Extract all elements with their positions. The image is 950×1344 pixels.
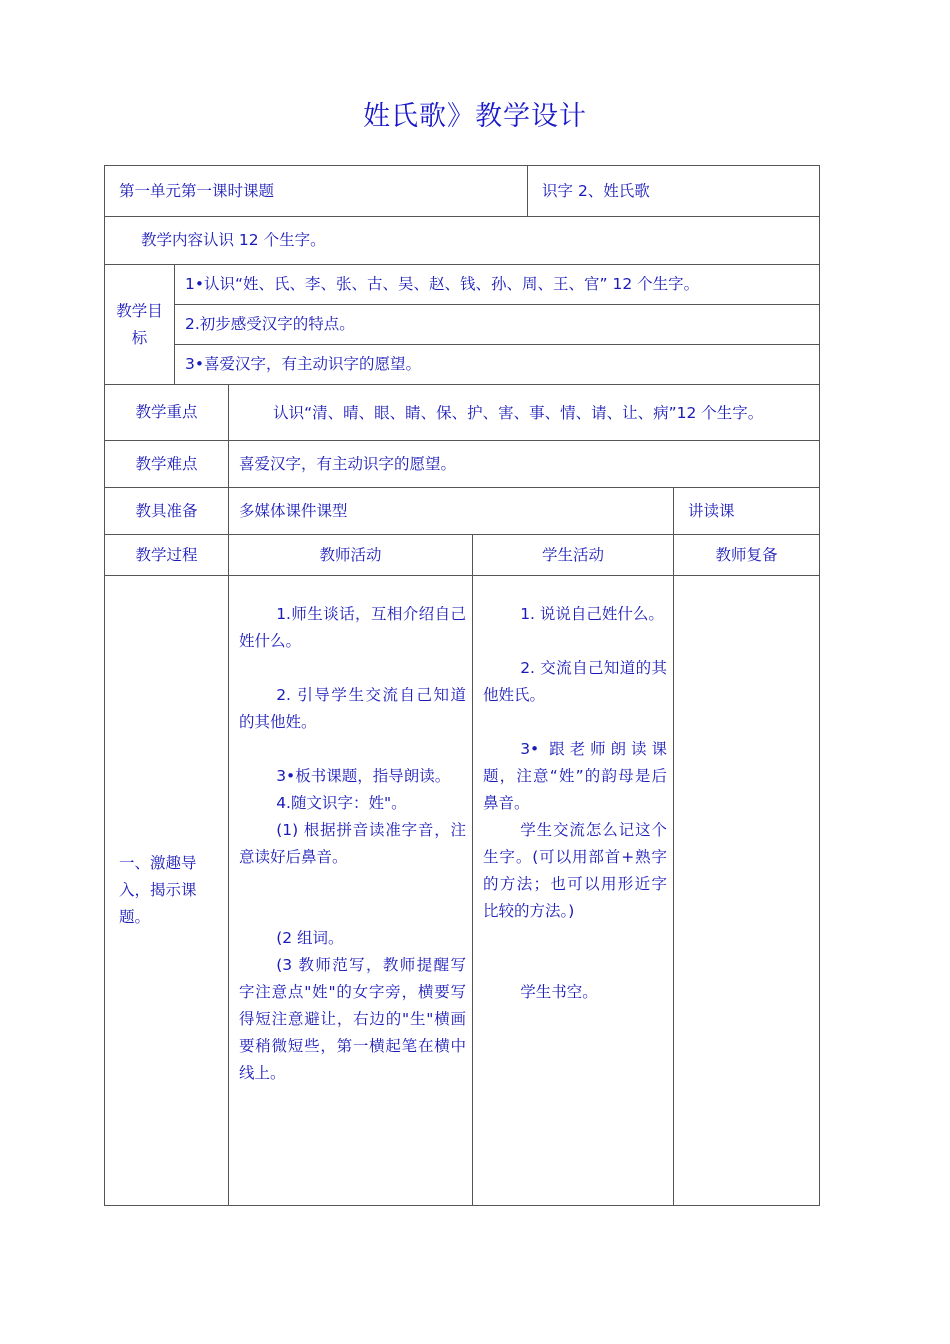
key-points-row bbox=[105, 385, 820, 441]
teacher-step: (2 组词。 bbox=[276, 929, 344, 947]
teaching-content: 教学内容认识 12 个生字。 bbox=[105, 217, 820, 265]
tools-row bbox=[105, 488, 820, 535]
goal-row bbox=[105, 305, 820, 345]
content-row bbox=[105, 217, 820, 265]
student-step: 2. 交流自己知道的其他姓氏。 bbox=[483, 659, 668, 704]
goal-item: 1•认识“姓、氏、李、张、古、吴、赵、钱、孙、周、王、官” 12 个生字。 bbox=[175, 265, 820, 305]
teacher-activity-header: 教师活动 bbox=[229, 535, 473, 576]
difficulties-label: 教学难点 bbox=[105, 441, 229, 488]
teacher-step: 1.师生谈话，互相介绍自己姓什么。 bbox=[239, 605, 466, 650]
teacher-review-header: 教师复备 bbox=[674, 535, 820, 576]
teacher-review-cell bbox=[674, 576, 820, 1206]
tools-label: 教具准备 bbox=[105, 488, 229, 535]
teacher-step: 2. 引导学生交流自己知道的其他姓。 bbox=[239, 686, 466, 731]
lesson-topic: 识字 2、姓氏歌 bbox=[528, 166, 820, 217]
lesson-type: 讲读课 bbox=[674, 488, 820, 535]
teacher-step: 4.随文识字：姓"。 bbox=[276, 794, 407, 812]
student-step: 1. 说说自己姓什么。 bbox=[520, 605, 664, 623]
unit-lesson-label: 第一单元第一课时课题 bbox=[105, 166, 528, 217]
teacher-step: (1) 根据拼音读准字音，注意读好后鼻音。 bbox=[239, 821, 466, 866]
lesson-plan-table bbox=[104, 165, 820, 1206]
course-title-row bbox=[105, 166, 820, 217]
teacher-step: (3 教师范写，教师提醒写字注意点"姓"的女字旁，横要写得短注意避让，右边的"生"横画要稍微短些，第一横起笔在横中线上。 bbox=[239, 956, 466, 1082]
student-step: 3• 跟老师朗读课题，注意“姓”的韵母是后鼻音。 bbox=[483, 740, 668, 812]
student-step: 学生书空。 bbox=[520, 983, 598, 1001]
process-stage: 一、激趣导入，揭示课题。 bbox=[105, 576, 229, 1206]
difficulties-text: 喜爱汉字，有主动识字的愿望。 bbox=[229, 441, 820, 488]
tools-text: 多媒体课件课型 bbox=[229, 488, 674, 535]
goal-row bbox=[105, 265, 820, 305]
goal-item: 2.初步感受汉字的特点。 bbox=[175, 305, 820, 345]
student-step: 学生交流怎么记这个生字。(可以用部首+熟字的方法；也可以用形近字比较的方法。) bbox=[483, 821, 668, 920]
process-header-row bbox=[105, 535, 820, 576]
goals-label: 教学目标 bbox=[105, 265, 175, 385]
key-points-label: 教学重点 bbox=[105, 385, 229, 441]
difficulties-row bbox=[105, 441, 820, 488]
goal-item: 3•喜爱汉字，有主动识字的愿望。 bbox=[175, 345, 820, 385]
teacher-activity-cell bbox=[229, 576, 473, 1206]
document-title: 姓氏歌》教学设计 bbox=[363, 101, 587, 132]
process-row bbox=[105, 576, 820, 1206]
key-points-text: 认识“清、晴、眼、睛、保、护、害、事、情、请、让、病”12 个生字。 bbox=[229, 385, 820, 441]
teacher-step: 3•板书课题，指导朗读。 bbox=[276, 767, 451, 785]
student-activity-header: 学生活动 bbox=[473, 535, 674, 576]
student-activity-cell bbox=[473, 576, 674, 1206]
goal-row bbox=[105, 345, 820, 385]
process-header: 教学过程 bbox=[105, 535, 229, 576]
